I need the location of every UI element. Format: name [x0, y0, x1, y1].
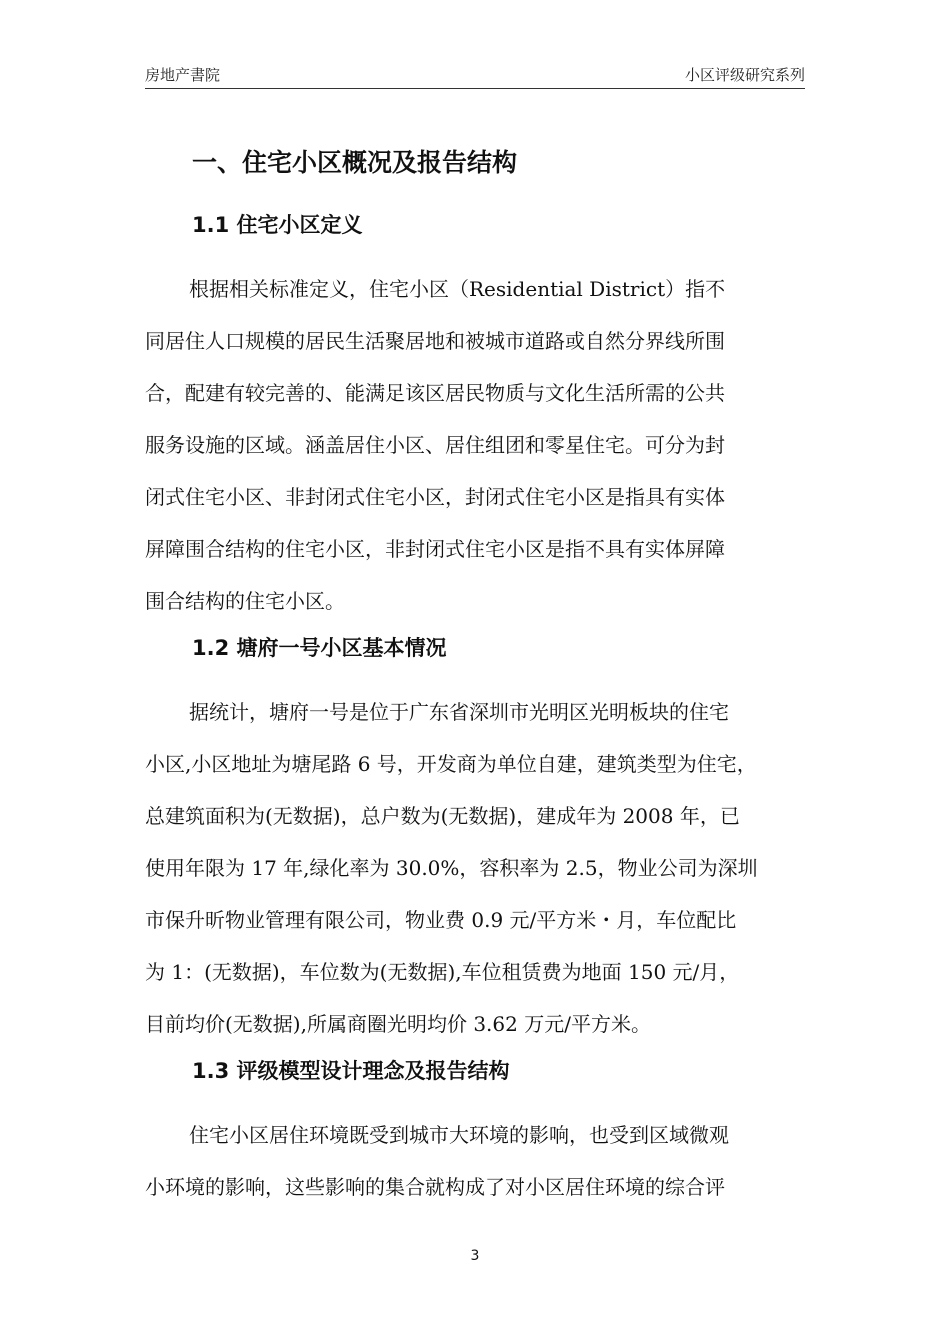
section-paragraph-1-2 [145, 686, 805, 1050]
paragraph-line: 目前均价(无数据),所属商圈光明均价 3.62 万元/平方米。 [145, 1012, 651, 1036]
paragraph-line: 同居住人口规模的居民生活聚居地和被城市道路或自然分界线所围 [145, 329, 725, 353]
section-paragraph-1-3 [145, 1109, 805, 1213]
paragraph-line: 小环境的影响，这些影响的集合就构成了对小区居住环境的综合评 [145, 1175, 725, 1199]
page-number: 3 [470, 1248, 480, 1264]
paragraph-line: 屏障围合结构的住宅小区，非封闭式住宅小区是指不具有实体屏障 [145, 537, 725, 561]
chapter-title: 一、住宅小区概况及报告结构 [192, 148, 518, 177]
paragraph-line: 小区,小区地址为塘尾路 6 号，开发商为单位自建，建筑类型为住宅， [145, 752, 757, 776]
paragraph-line: 总建筑面积为(无数据)，总户数为(无数据)，建成年为 2008 年，已 [145, 804, 740, 828]
header-divider [145, 88, 805, 89]
section-heading-1-3: 1.3 评级模型设计理念及报告结构 [192, 1059, 510, 1083]
paragraph-line: 闭式住宅小区、非封闭式住宅小区，封闭式住宅小区是指具有实体 [145, 485, 725, 509]
section-heading-1-1: 1.1 住宅小区定义 [192, 213, 363, 237]
paragraph-line: 使用年限为 17 年,绿化率为 30.0%，容积率为 2.5，物业公司为深圳 [145, 856, 758, 880]
paragraph-line: 据统计，塘府一号是位于广东省深圳市光明区光明板块的住宅 [189, 700, 729, 724]
paragraph-line: 根据相关标准定义，住宅小区（Residential District）指不 [189, 277, 726, 301]
paragraph-line: 住宅小区居住环境既受到城市大环境的影响，也受到区域微观 [189, 1123, 729, 1147]
paragraph-line: 市保升昕物业管理有限公司，物业费 0.9 元/平方米・月，车位配比 [145, 908, 737, 932]
paragraph-line: 合，配建有较完善的、能满足该区居民物质与文化生活所需的公共 [145, 381, 725, 405]
page-header-left: 房地产書院 [145, 66, 221, 84]
paragraph-line: 服务设施的区域。涵盖居住小区、居住组团和零星住宅。可分为封 [145, 433, 725, 457]
paragraph-line: 为 1：(无数据)，车位数为(无数据),车位租赁费为地面 150 元/月， [145, 960, 740, 984]
paragraph-line: 围合结构的住宅小区。 [145, 589, 345, 613]
section-paragraph-1-1 [145, 263, 805, 627]
page-header-right: 小区评级研究系列 [684, 66, 805, 84]
section-heading-1-2: 1.2 塘府一号小区基本情况 [192, 636, 447, 660]
